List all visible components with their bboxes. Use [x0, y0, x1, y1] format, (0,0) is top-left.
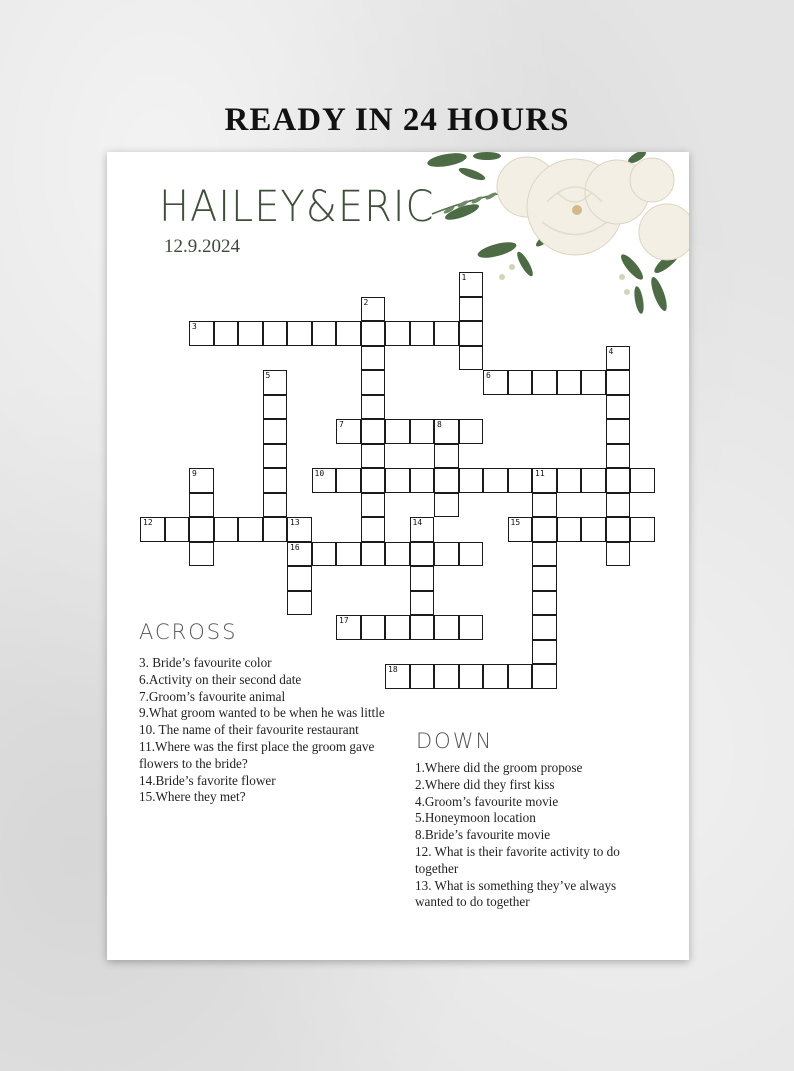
crossword-cell[interactable] — [287, 591, 312, 616]
crossword-cell[interactable] — [385, 542, 410, 567]
crossword-cell[interactable] — [434, 493, 459, 518]
crossword-cell[interactable] — [410, 468, 435, 493]
crossword-cell[interactable] — [385, 468, 410, 493]
crossword-cell[interactable] — [532, 370, 557, 395]
crossword-cell[interactable] — [189, 493, 214, 518]
crossword-cell[interactable] — [263, 468, 288, 493]
crossword-cell[interactable] — [630, 517, 655, 542]
crossword-cell[interactable] — [606, 468, 631, 493]
down-clue: 1.Where did the groom propose — [415, 760, 583, 775]
crossword-cell[interactable] — [361, 444, 386, 469]
crossword-cell[interactable] — [385, 321, 410, 346]
crossword-cell[interactable] — [459, 615, 484, 640]
crossword-cell[interactable] — [606, 493, 631, 518]
cell-number: 5 — [265, 371, 271, 380]
crossword-cell[interactable] — [532, 664, 557, 689]
cell-number: 10 — [314, 469, 325, 478]
crossword-cell[interactable] — [581, 468, 606, 493]
cell-number: 17 — [339, 616, 349, 625]
crossword-cell[interactable] — [606, 517, 631, 542]
crossword-cell[interactable] — [263, 444, 288, 469]
down-clue: 13. What is something they’ve always wanted to do together — [415, 877, 617, 910]
cell-number: 9 — [192, 469, 197, 478]
crossword-cell[interactable] — [483, 468, 508, 493]
crossword-cell[interactable] — [361, 297, 386, 322]
crossword-cell[interactable] — [581, 517, 606, 542]
cell-number: 13 — [290, 518, 300, 527]
crossword-cell[interactable] — [508, 517, 533, 542]
crossword-cell[interactable] — [238, 321, 263, 346]
crossword-cell[interactable] — [532, 468, 557, 493]
crossword-cell[interactable] — [606, 346, 631, 371]
crossword-cell[interactable] — [361, 542, 386, 567]
crossword-cell[interactable] — [361, 493, 386, 518]
crossword-cell[interactable] — [410, 419, 435, 444]
crossword-cell[interactable] — [483, 370, 508, 395]
crossword-cell[interactable] — [459, 419, 484, 444]
crossword-cell[interactable] — [361, 395, 386, 420]
down-clue: 12. What is their favorite activity to do together — [415, 843, 620, 876]
crossword-cell[interactable] — [385, 615, 410, 640]
couple-title: HAILEY&ERIC — [159, 182, 435, 232]
crossword-cell[interactable] — [459, 542, 484, 567]
crossword-cell[interactable] — [508, 664, 533, 689]
crossword-cell[interactable] — [214, 321, 239, 346]
crossword-cell[interactable] — [361, 370, 386, 395]
crossword-cell[interactable] — [410, 517, 435, 542]
down-clue: 2.Where did they first kiss — [415, 776, 555, 792]
crossword-cell[interactable] — [385, 664, 410, 689]
crossword-cell[interactable] — [361, 419, 386, 444]
crossword-cell[interactable] — [263, 419, 288, 444]
cell-number: 16 — [290, 542, 300, 552]
crossword-cell[interactable] — [532, 591, 557, 616]
crossword-cell[interactable] — [189, 517, 214, 542]
crossword-cell[interactable] — [263, 370, 288, 395]
cell-number: 11 — [535, 469, 545, 478]
crossword-cell[interactable] — [361, 615, 386, 640]
crossword-cell[interactable] — [336, 542, 361, 567]
crossword-cell[interactable] — [361, 321, 386, 346]
crossword-cell[interactable] — [238, 517, 263, 542]
cell-number: 12 — [143, 518, 153, 527]
wedding-date: 12.9.2024 — [164, 236, 240, 257]
crossword-cell[interactable] — [312, 321, 337, 346]
crossword-cell[interactable] — [434, 615, 459, 640]
crossword-cell[interactable] — [508, 468, 533, 493]
crossword-cell[interactable] — [459, 346, 484, 371]
crossword-cell[interactable] — [459, 664, 484, 689]
crossword-cell[interactable] — [189, 321, 214, 346]
crossword-cell[interactable] — [410, 664, 435, 689]
down-clue: 5.Honeymoon location — [415, 810, 536, 826]
crossword-cell[interactable] — [189, 468, 214, 493]
crossword-cell[interactable] — [287, 321, 312, 346]
cell-number: 7 — [339, 420, 344, 429]
crossword-cell[interactable] — [189, 542, 214, 567]
across-clue: 7.Groom’s favourite animal — [139, 688, 286, 704]
across-clue-list — [139, 655, 387, 806]
across-heading: ACROSS — [139, 620, 238, 644]
crossword-cell[interactable] — [361, 346, 386, 371]
crossword-cell[interactable] — [532, 615, 557, 640]
cell-number: 2 — [363, 297, 369, 307]
crossword-cell[interactable] — [508, 370, 533, 395]
crossword-cell[interactable] — [557, 517, 582, 542]
crossword-cell[interactable] — [434, 468, 459, 493]
crossword-cell[interactable] — [140, 517, 165, 542]
crossword-cell[interactable] — [532, 566, 557, 591]
crossword-cell[interactable] — [606, 395, 631, 420]
crossword-cell[interactable] — [336, 321, 361, 346]
down-heading: DOWN — [416, 729, 494, 753]
cell-number: 14 — [412, 518, 423, 527]
cell-number: 18 — [388, 665, 398, 674]
crossword-cell[interactable] — [410, 615, 435, 640]
crossword-cell[interactable] — [434, 419, 459, 444]
crossword-cell[interactable] — [312, 468, 337, 493]
down-clue: 8.Bride’s favourite movie — [415, 827, 551, 843]
crossword-cell[interactable] — [434, 664, 459, 689]
crossword-cell[interactable] — [410, 542, 435, 567]
crossword-cell[interactable] — [459, 297, 484, 322]
crossword-cell[interactable] — [287, 566, 312, 591]
crossword-cell[interactable] — [532, 517, 557, 542]
across-clue: 10. The name of their favourite restaurant — [139, 722, 359, 738]
crossword-cell[interactable] — [581, 370, 606, 395]
crossword-cell[interactable] — [434, 542, 459, 567]
crossword-cell[interactable] — [459, 321, 484, 346]
crossword-cell[interactable] — [532, 640, 557, 665]
crossword-cell[interactable] — [459, 468, 484, 493]
across-clue: 14.Bride’s favorite flower — [139, 772, 276, 788]
crossword-cell[interactable] — [263, 493, 288, 518]
crossword-sheet — [107, 152, 689, 960]
cell-number: 8 — [437, 420, 442, 429]
crossword-cell[interactable] — [606, 542, 631, 567]
crossword-cell[interactable] — [483, 664, 508, 689]
crossword-cell[interactable] — [214, 517, 239, 542]
crossword-cell[interactable] — [287, 517, 312, 542]
crossword-cell[interactable] — [410, 591, 435, 616]
across-clue: 11.Where was the first place the groom gave flowers to the bride? — [139, 738, 375, 771]
crossword-cell[interactable] — [606, 370, 631, 395]
crossword-cell[interactable] — [361, 517, 386, 542]
cell-number: 3 — [192, 322, 197, 331]
across-clue: 3. Bride’s favourite color — [139, 655, 272, 670]
across-clue: 9.What groom wanted to be when he was little — [139, 705, 385, 721]
cell-number: 1 — [461, 273, 467, 282]
crossword-cell[interactable] — [312, 542, 337, 567]
crossword-cell[interactable] — [410, 566, 435, 591]
crossword-cell[interactable] — [557, 370, 582, 395]
crossword-cell[interactable] — [287, 542, 312, 567]
crossword-cell[interactable] — [165, 517, 190, 542]
crossword-cell[interactable] — [263, 517, 288, 542]
across-clue: 6.Activity on their second date — [139, 671, 302, 687]
down-clue-list — [415, 760, 655, 911]
crossword-cell[interactable] — [410, 321, 435, 346]
cell-number: 15 — [510, 518, 521, 527]
across-clue: 15.Where they met? — [139, 789, 246, 805]
banner-heading: READY IN 24 HOURS — [224, 102, 570, 138]
crossword-cell[interactable] — [459, 272, 484, 297]
crossword-cell[interactable] — [336, 468, 361, 493]
crossword-cell[interactable] — [606, 444, 631, 469]
down-clue: 4.Groom’s favourite movie — [415, 793, 559, 809]
crossword-cell[interactable] — [434, 444, 459, 469]
crossword-cell[interactable] — [336, 615, 361, 640]
crossword-cell[interactable] — [557, 468, 582, 493]
crossword-cell[interactable] — [385, 419, 410, 444]
crossword-cell[interactable] — [434, 321, 459, 346]
crossword-cell[interactable] — [336, 419, 361, 444]
crossword-cell[interactable] — [361, 468, 386, 493]
cell-number: 4 — [608, 346, 614, 356]
crossword-cell[interactable] — [532, 542, 557, 567]
crossword-cell[interactable] — [263, 395, 288, 420]
crossword-cell[interactable] — [263, 321, 288, 346]
crossword-cell[interactable] — [606, 419, 631, 444]
crossword-cell[interactable] — [532, 493, 557, 518]
crossword-cell[interactable] — [630, 468, 655, 493]
cell-number: 6 — [486, 371, 491, 380]
